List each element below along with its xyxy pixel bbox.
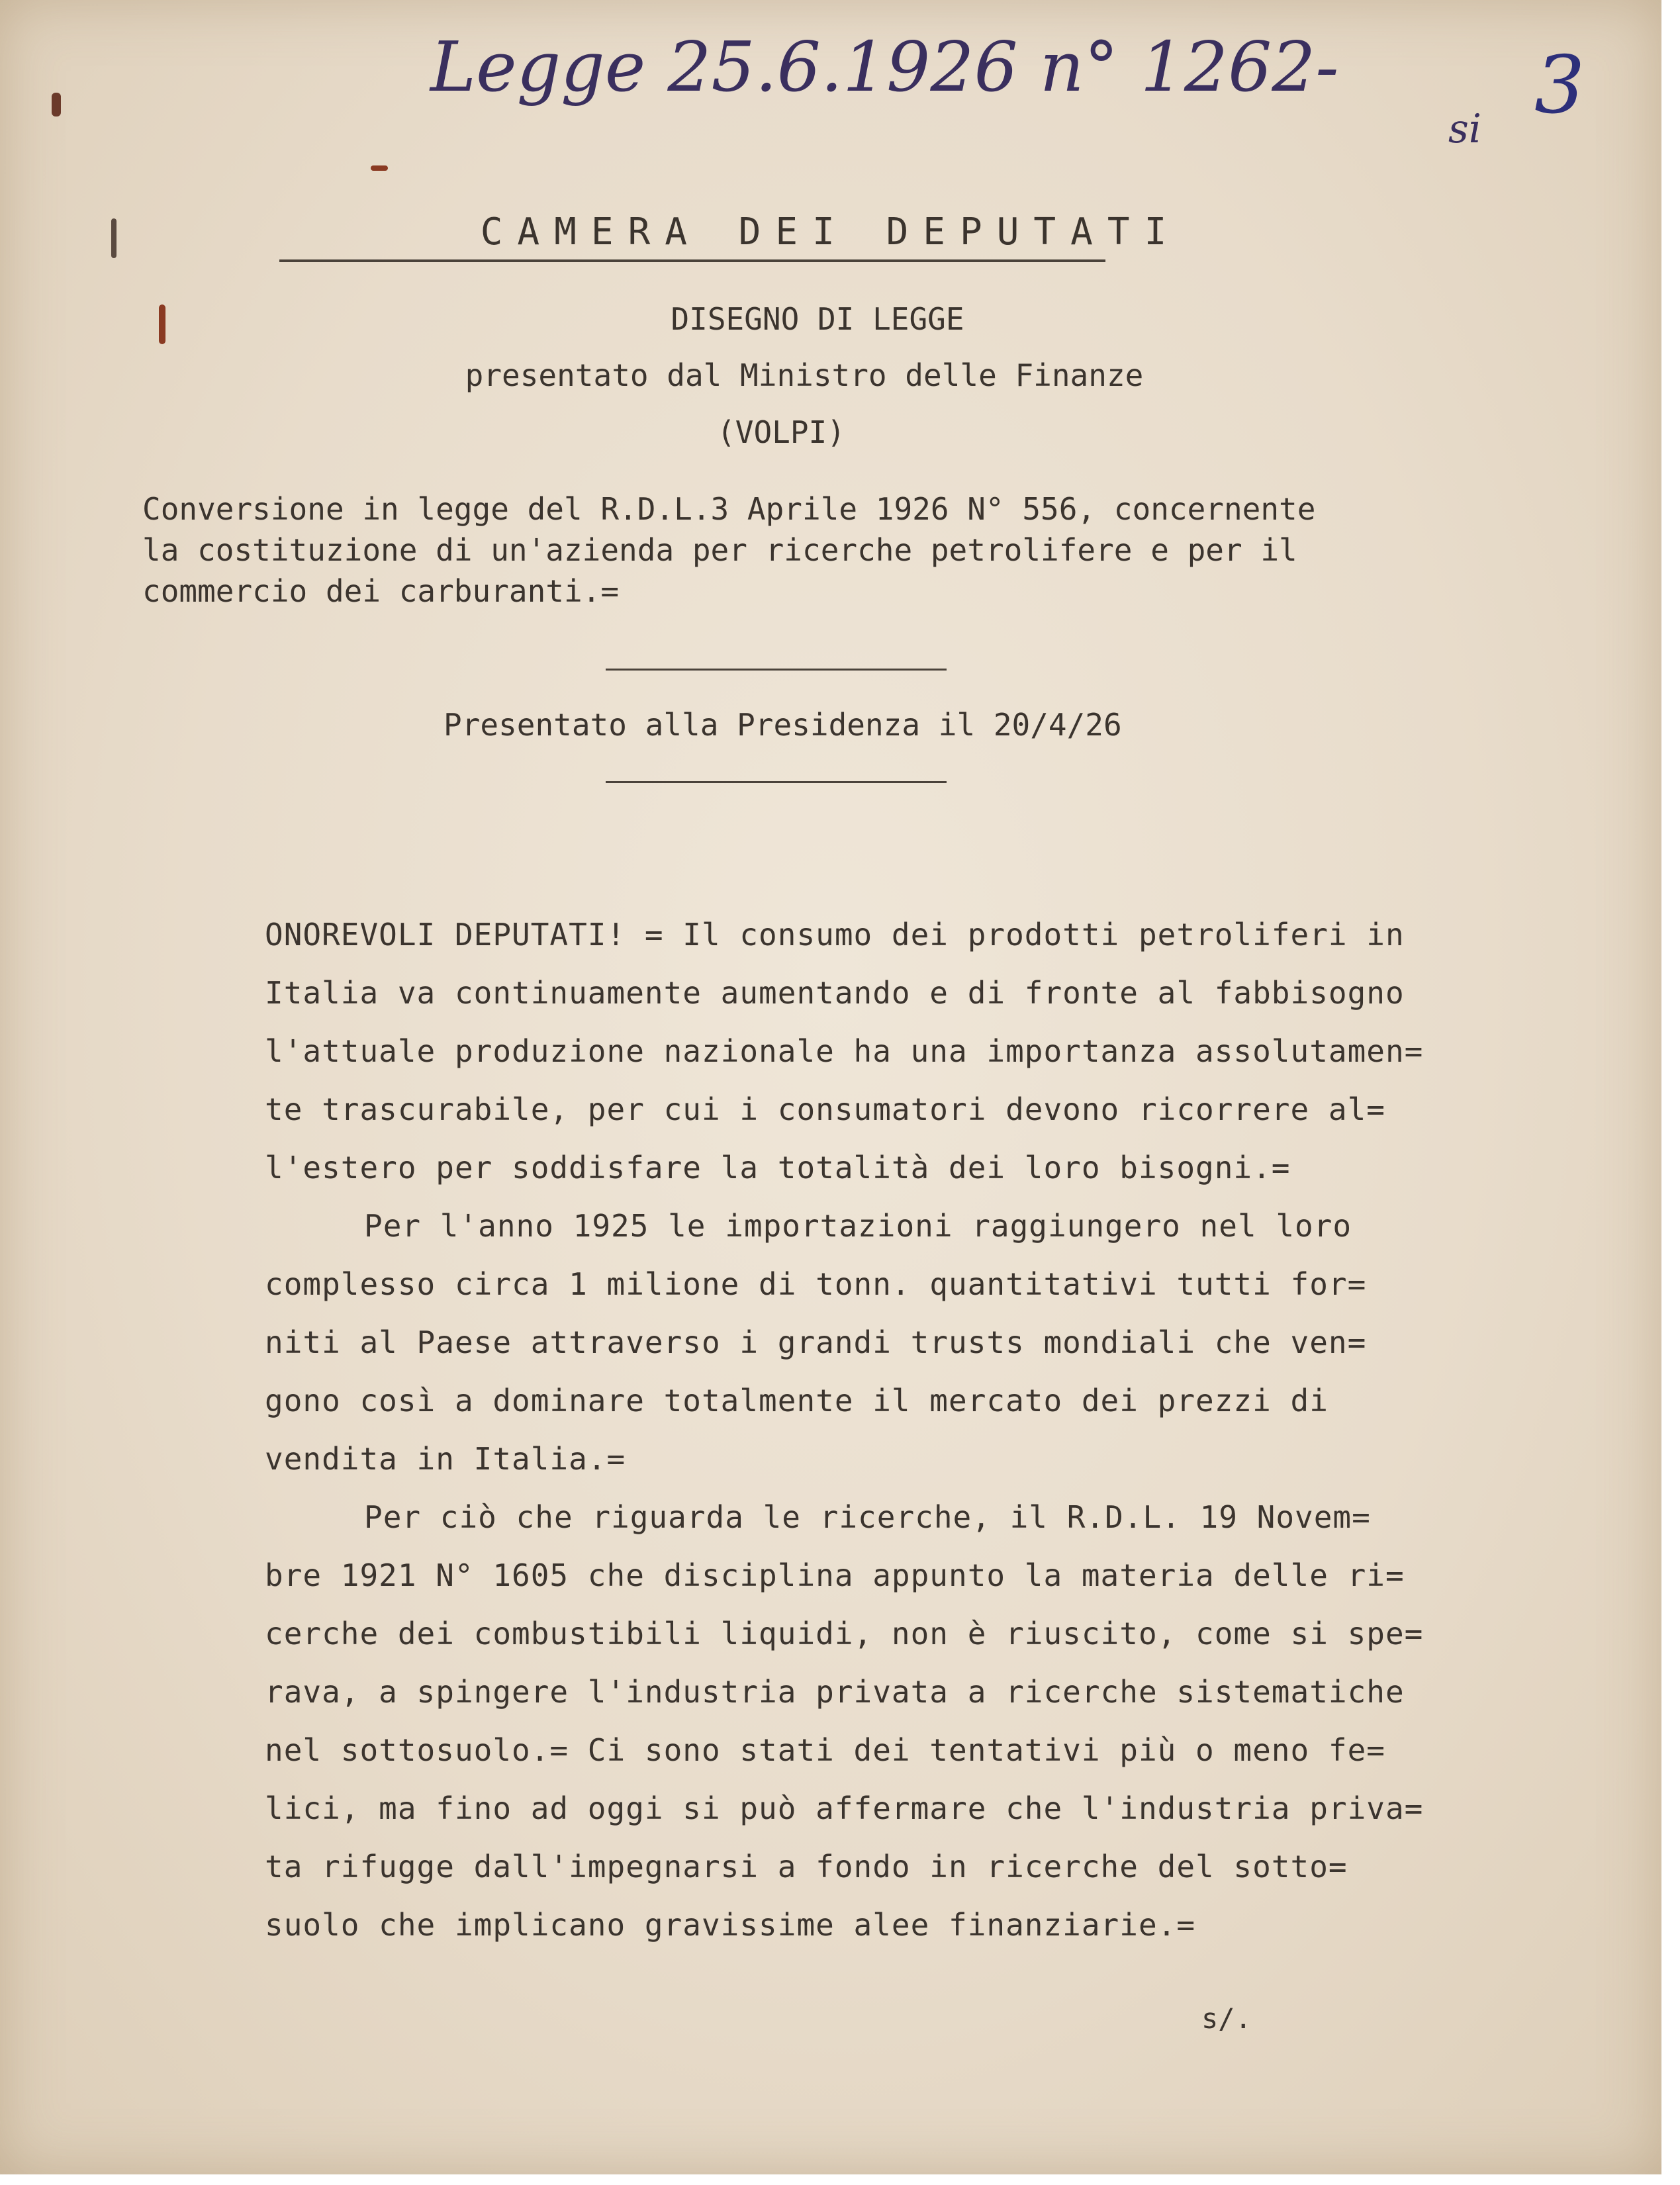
- minister-name: (VOLPI): [717, 414, 845, 450]
- body-line: bre 1921 N° 1605 che disciplina appunto la materia delle ri=: [265, 1557, 1405, 1593]
- subject-line: la costituzione di un'azienda per ricerche petrolifere e per il: [142, 532, 1297, 568]
- body-line: niti al Paese attraverso i grandi trusts mondiali che ven=: [265, 1325, 1367, 1360]
- heading-underline: [279, 259, 1105, 262]
- body-line: te trascurabile, per cui i consumatori devono ricorrere al=: [265, 1092, 1385, 1127]
- separator-rule: [606, 669, 947, 671]
- body-line: Italia va continuamente aumentando e di fronte al fabbisogno: [265, 975, 1405, 1011]
- margin-mark: [52, 93, 61, 116]
- presentation-date: Presentato alla Presidenza il 20/4/26: [443, 707, 1122, 743]
- body-text: [265, 906, 1423, 1954]
- handwritten-title: Legge 25.6.1926 n° 1262-: [430, 26, 1339, 107]
- body-line: ONOREVOLI DEPUTATI! = Il consumo dei prodotti petroliferi in: [265, 917, 1405, 953]
- body-line: cerche dei combustibili liquidi, non è riuscito, come si spe=: [265, 1616, 1424, 1651]
- body-line: rava, a spingere l'industria privata a ricerche sistematiche: [265, 1674, 1405, 1710]
- page-margin: [1661, 0, 1680, 2185]
- body-line: l'estero per soddisfare la totalità dei loro bisogni.=: [265, 1150, 1291, 1185]
- body-line: l'attuale produzione nazionale ha una importanza assolutamen=: [265, 1033, 1424, 1069]
- body-line: lici, ma fino ad oggi si può affermare che l'industria priva=: [265, 1790, 1424, 1826]
- separator-rule: [606, 781, 947, 783]
- body-line: Per ciò che riguarda le ricerche, il R.D.L. 19 Novem=: [364, 1499, 1371, 1535]
- margin-mark: [371, 165, 388, 171]
- body-line: gono così a dominare totalmente il mercato dei prezzi di: [265, 1383, 1329, 1418]
- bill-type: DISEGNO DI LEGGE: [671, 301, 964, 337]
- body-line: suolo che implicano gravissime alee finanziarie.=: [265, 1907, 1196, 1943]
- body-line: Per l'anno 1925 le importazioni raggiungero nel loro: [364, 1208, 1352, 1244]
- subject-line: commercio dei carburanti.=: [142, 573, 620, 609]
- handwritten-page-number: 3: [1534, 40, 1585, 132]
- chamber-title: CAMERA DEI DEPUTATI: [480, 210, 1182, 254]
- subject-line: Conversione in legge del R.D.L.3 Aprile 1926 N° 556, concernente: [142, 491, 1316, 527]
- subject-block: [142, 488, 1315, 612]
- chamber-heading: [0, 210, 1661, 254]
- body-line: vendita in Italia.=: [265, 1441, 626, 1477]
- body-line: complesso circa 1 milione di tonn. quantitativi tutti for=: [265, 1266, 1367, 1302]
- handwritten-side-mark: si: [1448, 106, 1481, 152]
- body-line: nel sottosuolo.= Ci sono stati dei tentativi più o meno fe=: [265, 1732, 1385, 1768]
- presented-by: presentato dal Ministro delle Finanze: [465, 357, 1144, 393]
- continuation-mark: s/.: [1201, 2002, 1252, 2035]
- body-line: ta rifugge dall'impegnarsi a fondo in ricerche del sotto=: [265, 1849, 1348, 1884]
